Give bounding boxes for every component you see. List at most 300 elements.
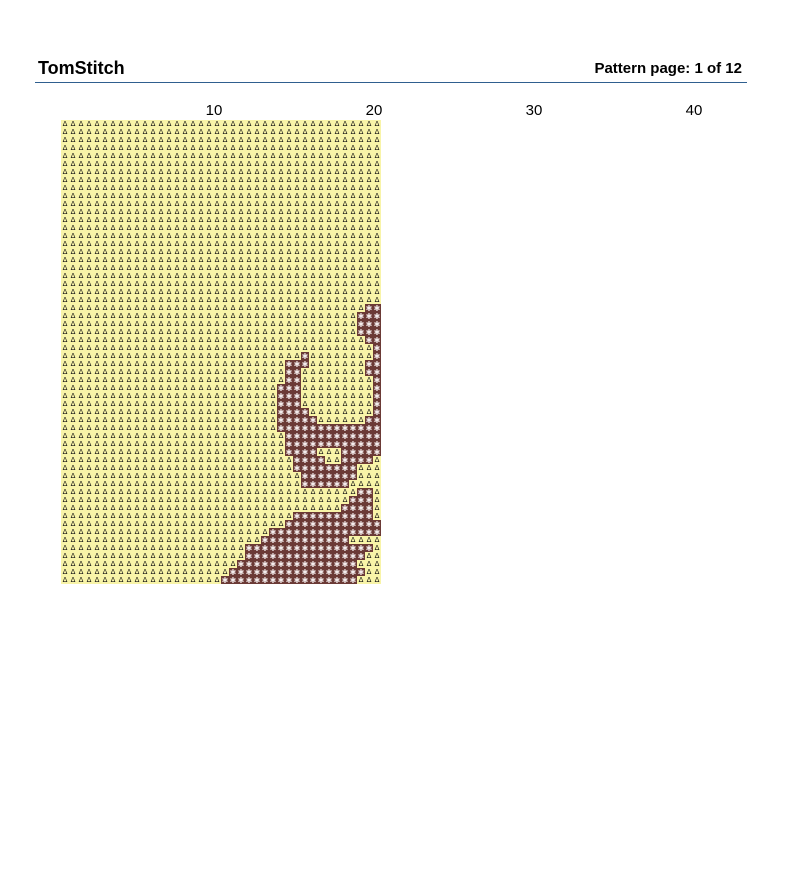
- background-cell: Δ: [78, 424, 84, 432]
- background-cell: Δ: [278, 232, 284, 240]
- background-cell: Δ: [70, 224, 76, 232]
- stitch-cell: ✱: [349, 520, 357, 528]
- background-cell: Δ: [262, 472, 268, 480]
- background-cell: Δ: [326, 272, 332, 280]
- background-cell: Δ: [238, 384, 244, 392]
- background-cell: Δ: [334, 408, 340, 416]
- stitch-cell: ✱: [349, 528, 357, 536]
- background-cell: Δ: [278, 456, 284, 464]
- background-cell: Δ: [222, 408, 228, 416]
- background-cell: Δ: [246, 296, 252, 304]
- background-cell: Δ: [302, 152, 308, 160]
- background-cell: Δ: [134, 560, 140, 568]
- stitch-cell: ✱: [373, 320, 381, 328]
- background-cell: Δ: [78, 152, 84, 160]
- background-cell: Δ: [278, 256, 284, 264]
- stitch-cell: ✱: [293, 392, 301, 400]
- background-cell: Δ: [222, 448, 228, 456]
- background-cell: Δ: [318, 272, 324, 280]
- stitch-cell: ✱: [365, 432, 373, 440]
- stitch-cell: ✱: [269, 560, 277, 568]
- background-cell: Δ: [222, 160, 228, 168]
- background-cell: Δ: [262, 424, 268, 432]
- background-cell: Δ: [62, 432, 68, 440]
- background-cell: Δ: [118, 144, 124, 152]
- stitch-cell: ✱: [365, 416, 373, 424]
- background-cell: Δ: [182, 136, 188, 144]
- background-cell: Δ: [214, 120, 220, 128]
- background-cell: Δ: [198, 496, 204, 504]
- background-cell: Δ: [86, 336, 92, 344]
- background-cell: Δ: [182, 432, 188, 440]
- stitch-cell: ✱: [333, 544, 341, 552]
- background-cell: Δ: [198, 536, 204, 544]
- background-cell: Δ: [206, 456, 212, 464]
- background-cell: Δ: [158, 432, 164, 440]
- background-cell: Δ: [318, 224, 324, 232]
- background-cell: Δ: [62, 200, 68, 208]
- stitch-cell: ✱: [293, 552, 301, 560]
- background-cell: Δ: [134, 216, 140, 224]
- background-cell: Δ: [374, 288, 380, 296]
- background-cell: Δ: [94, 184, 100, 192]
- stitch-cell: ✱: [309, 576, 317, 584]
- background-cell: Δ: [334, 328, 340, 336]
- background-cell: Δ: [286, 184, 292, 192]
- background-cell: Δ: [142, 288, 148, 296]
- background-cell: Δ: [318, 256, 324, 264]
- background-cell: Δ: [118, 448, 124, 456]
- background-cell: Δ: [102, 328, 108, 336]
- background-cell: Δ: [294, 184, 300, 192]
- background-cell: Δ: [94, 200, 100, 208]
- background-cell: Δ: [182, 128, 188, 136]
- background-cell: Δ: [198, 288, 204, 296]
- background-cell: Δ: [254, 520, 260, 528]
- background-cell: Δ: [166, 448, 172, 456]
- background-cell: Δ: [326, 248, 332, 256]
- background-cell: Δ: [326, 488, 332, 496]
- stitch-cell: ✱: [285, 424, 293, 432]
- background-cell: Δ: [358, 536, 364, 544]
- background-cell: Δ: [110, 240, 116, 248]
- background-cell: Δ: [78, 472, 84, 480]
- background-cell: Δ: [94, 208, 100, 216]
- background-cell: Δ: [198, 432, 204, 440]
- background-cell: Δ: [142, 352, 148, 360]
- background-cell: Δ: [182, 344, 188, 352]
- background-cell: Δ: [174, 432, 180, 440]
- background-cell: Δ: [166, 304, 172, 312]
- background-cell: Δ: [254, 136, 260, 144]
- background-cell: Δ: [310, 120, 316, 128]
- background-cell: Δ: [206, 496, 212, 504]
- background-cell: Δ: [102, 312, 108, 320]
- background-cell: Δ: [110, 416, 116, 424]
- background-cell: Δ: [110, 320, 116, 328]
- stitch-cell: ✱: [333, 472, 341, 480]
- background-cell: Δ: [214, 536, 220, 544]
- background-cell: Δ: [70, 576, 76, 584]
- background-cell: Δ: [78, 456, 84, 464]
- background-cell: Δ: [302, 368, 308, 376]
- background-cell: Δ: [358, 392, 364, 400]
- background-cell: Δ: [126, 120, 132, 128]
- background-cell: Δ: [374, 224, 380, 232]
- background-cell: Δ: [254, 152, 260, 160]
- background-cell: Δ: [238, 552, 244, 560]
- background-cell: Δ: [174, 544, 180, 552]
- stitch-cell: ✱: [269, 544, 277, 552]
- background-cell: Δ: [102, 160, 108, 168]
- background-cell: Δ: [150, 496, 156, 504]
- stitch-cell: ✱: [301, 440, 309, 448]
- background-cell: Δ: [334, 272, 340, 280]
- stitch-cell: ✱: [309, 536, 317, 544]
- background-cell: Δ: [238, 200, 244, 208]
- background-cell: Δ: [262, 504, 268, 512]
- background-cell: Δ: [214, 168, 220, 176]
- stitch-cell: ✱: [253, 560, 261, 568]
- stitch-cell: ✱: [373, 360, 381, 368]
- background-cell: Δ: [230, 368, 236, 376]
- stitch-cell: ✱: [365, 504, 373, 512]
- background-cell: Δ: [102, 248, 108, 256]
- background-cell: Δ: [270, 472, 276, 480]
- stitch-cell: ✱: [341, 544, 349, 552]
- background-cell: Δ: [366, 192, 372, 200]
- background-cell: Δ: [318, 160, 324, 168]
- background-cell: Δ: [214, 208, 220, 216]
- background-cell: Δ: [374, 160, 380, 168]
- background-cell: Δ: [126, 304, 132, 312]
- background-cell: Δ: [222, 400, 228, 408]
- background-cell: Δ: [142, 200, 148, 208]
- background-cell: Δ: [374, 472, 380, 480]
- stitch-cell: ✱: [341, 480, 349, 488]
- background-cell: Δ: [174, 168, 180, 176]
- background-cell: Δ: [254, 376, 260, 384]
- background-cell: Δ: [334, 304, 340, 312]
- background-cell: Δ: [158, 424, 164, 432]
- background-cell: Δ: [222, 312, 228, 320]
- background-cell: Δ: [246, 536, 252, 544]
- background-cell: Δ: [358, 376, 364, 384]
- background-cell: Δ: [286, 480, 292, 488]
- background-cell: Δ: [86, 176, 92, 184]
- background-cell: Δ: [86, 544, 92, 552]
- background-cell: Δ: [358, 304, 364, 312]
- background-cell: Δ: [94, 576, 100, 584]
- background-cell: Δ: [150, 224, 156, 232]
- background-cell: Δ: [350, 256, 356, 264]
- background-cell: Δ: [270, 304, 276, 312]
- background-cell: Δ: [86, 288, 92, 296]
- background-cell: Δ: [110, 120, 116, 128]
- stitch-cell: ✱: [317, 424, 325, 432]
- background-cell: Δ: [278, 520, 284, 528]
- background-cell: Δ: [62, 552, 68, 560]
- background-cell: Δ: [86, 536, 92, 544]
- background-cell: Δ: [334, 456, 340, 464]
- background-cell: Δ: [222, 344, 228, 352]
- background-cell: Δ: [158, 192, 164, 200]
- background-cell: Δ: [110, 256, 116, 264]
- background-cell: Δ: [110, 400, 116, 408]
- background-cell: Δ: [70, 144, 76, 152]
- background-cell: Δ: [350, 344, 356, 352]
- background-cell: Δ: [206, 376, 212, 384]
- stitch-cell: ✱: [301, 512, 309, 520]
- background-cell: Δ: [286, 328, 292, 336]
- background-cell: Δ: [86, 216, 92, 224]
- background-cell: Δ: [262, 392, 268, 400]
- stitch-cell: ✱: [365, 368, 373, 376]
- background-cell: Δ: [350, 208, 356, 216]
- background-cell: Δ: [174, 296, 180, 304]
- background-cell: Δ: [190, 464, 196, 472]
- stitch-cell: ✱: [309, 472, 317, 480]
- background-cell: Δ: [150, 568, 156, 576]
- background-cell: Δ: [182, 240, 188, 248]
- background-cell: Δ: [190, 280, 196, 288]
- background-cell: Δ: [358, 416, 364, 424]
- background-cell: Δ: [126, 552, 132, 560]
- background-cell: Δ: [78, 392, 84, 400]
- background-cell: Δ: [374, 296, 380, 304]
- background-cell: Δ: [86, 464, 92, 472]
- background-cell: Δ: [70, 256, 76, 264]
- background-cell: Δ: [214, 248, 220, 256]
- background-cell: Δ: [158, 544, 164, 552]
- background-cell: Δ: [270, 272, 276, 280]
- background-cell: Δ: [110, 216, 116, 224]
- background-cell: Δ: [198, 224, 204, 232]
- background-cell: Δ: [358, 184, 364, 192]
- background-cell: Δ: [70, 560, 76, 568]
- background-cell: Δ: [222, 432, 228, 440]
- stitch-cell: ✱: [333, 440, 341, 448]
- background-cell: Δ: [142, 128, 148, 136]
- background-cell: Δ: [222, 560, 228, 568]
- background-cell: Δ: [318, 320, 324, 328]
- stitch-cell: ✱: [333, 424, 341, 432]
- background-cell: Δ: [278, 304, 284, 312]
- background-cell: Δ: [78, 408, 84, 416]
- background-cell: Δ: [214, 336, 220, 344]
- background-cell: Δ: [166, 360, 172, 368]
- background-cell: Δ: [222, 320, 228, 328]
- background-cell: Δ: [254, 296, 260, 304]
- background-cell: Δ: [70, 216, 76, 224]
- background-cell: Δ: [110, 376, 116, 384]
- background-cell: Δ: [294, 128, 300, 136]
- background-cell: Δ: [126, 176, 132, 184]
- background-cell: Δ: [270, 496, 276, 504]
- background-cell: Δ: [342, 152, 348, 160]
- background-cell: Δ: [190, 184, 196, 192]
- background-cell: Δ: [350, 144, 356, 152]
- background-cell: Δ: [86, 152, 92, 160]
- background-cell: Δ: [374, 192, 380, 200]
- background-cell: Δ: [206, 120, 212, 128]
- background-cell: Δ: [270, 520, 276, 528]
- background-cell: Δ: [94, 352, 100, 360]
- background-cell: Δ: [342, 344, 348, 352]
- background-cell: Δ: [326, 312, 332, 320]
- background-cell: Δ: [206, 528, 212, 536]
- background-cell: Δ: [254, 264, 260, 272]
- background-cell: Δ: [190, 432, 196, 440]
- background-cell: Δ: [222, 264, 228, 272]
- background-cell: Δ: [318, 416, 324, 424]
- background-cell: Δ: [70, 264, 76, 272]
- background-cell: Δ: [302, 336, 308, 344]
- background-cell: Δ: [158, 440, 164, 448]
- background-cell: Δ: [166, 216, 172, 224]
- stitch-cell: ✱: [373, 408, 381, 416]
- background-cell: Δ: [278, 248, 284, 256]
- background-cell: Δ: [206, 184, 212, 192]
- background-cell: Δ: [110, 408, 116, 416]
- background-cell: Δ: [206, 448, 212, 456]
- stitch-cell: ✱: [301, 568, 309, 576]
- background-cell: Δ: [198, 464, 204, 472]
- background-cell: Δ: [182, 352, 188, 360]
- background-cell: Δ: [358, 368, 364, 376]
- background-cell: Δ: [142, 312, 148, 320]
- background-cell: Δ: [110, 312, 116, 320]
- background-cell: Δ: [62, 280, 68, 288]
- background-cell: Δ: [134, 224, 140, 232]
- background-cell: Δ: [326, 304, 332, 312]
- background-cell: Δ: [374, 256, 380, 264]
- background-cell: Δ: [286, 280, 292, 288]
- background-cell: Δ: [206, 336, 212, 344]
- background-cell: Δ: [334, 312, 340, 320]
- background-cell: Δ: [278, 488, 284, 496]
- background-cell: Δ: [94, 480, 100, 488]
- background-cell: Δ: [214, 192, 220, 200]
- background-cell: Δ: [206, 192, 212, 200]
- stitch-cell: ✱: [317, 568, 325, 576]
- background-cell: Δ: [166, 352, 172, 360]
- stitch-cell: ✱: [373, 520, 381, 528]
- background-cell: Δ: [358, 576, 364, 584]
- background-cell: Δ: [222, 336, 228, 344]
- background-cell: Δ: [326, 288, 332, 296]
- background-cell: Δ: [334, 232, 340, 240]
- background-cell: Δ: [190, 480, 196, 488]
- background-cell: Δ: [94, 304, 100, 312]
- stitch-cell: ✱: [277, 560, 285, 568]
- background-cell: Δ: [286, 352, 292, 360]
- background-cell: Δ: [310, 392, 316, 400]
- background-cell: Δ: [174, 360, 180, 368]
- stitch-cell: ✱: [365, 520, 373, 528]
- background-cell: Δ: [302, 400, 308, 408]
- background-cell: Δ: [326, 120, 332, 128]
- background-cell: Δ: [86, 552, 92, 560]
- background-cell: Δ: [182, 160, 188, 168]
- background-cell: Δ: [174, 408, 180, 416]
- stitch-cell: ✱: [373, 528, 381, 536]
- background-cell: Δ: [102, 192, 108, 200]
- stitch-cell: ✱: [261, 560, 269, 568]
- background-cell: Δ: [294, 288, 300, 296]
- background-cell: Δ: [126, 448, 132, 456]
- background-cell: Δ: [118, 280, 124, 288]
- background-cell: Δ: [158, 472, 164, 480]
- background-cell: Δ: [294, 344, 300, 352]
- background-cell: Δ: [78, 168, 84, 176]
- stitch-cell: ✱: [301, 576, 309, 584]
- background-cell: Δ: [238, 520, 244, 528]
- background-cell: Δ: [174, 400, 180, 408]
- background-cell: Δ: [94, 248, 100, 256]
- background-cell: Δ: [62, 216, 68, 224]
- background-cell: Δ: [342, 176, 348, 184]
- background-cell: Δ: [366, 560, 372, 568]
- background-cell: Δ: [94, 504, 100, 512]
- background-cell: Δ: [318, 216, 324, 224]
- background-cell: Δ: [70, 192, 76, 200]
- background-cell: Δ: [70, 168, 76, 176]
- background-cell: Δ: [166, 560, 172, 568]
- background-cell: Δ: [70, 552, 76, 560]
- background-cell: Δ: [126, 224, 132, 232]
- background-cell: Δ: [174, 440, 180, 448]
- background-cell: Δ: [190, 536, 196, 544]
- background-cell: Δ: [182, 440, 188, 448]
- background-cell: Δ: [182, 384, 188, 392]
- background-cell: Δ: [150, 384, 156, 392]
- background-cell: Δ: [262, 232, 268, 240]
- background-cell: Δ: [238, 320, 244, 328]
- background-cell: Δ: [294, 240, 300, 248]
- background-cell: Δ: [238, 360, 244, 368]
- background-cell: Δ: [166, 280, 172, 288]
- background-cell: Δ: [262, 120, 268, 128]
- background-cell: Δ: [270, 392, 276, 400]
- background-cell: Δ: [134, 192, 140, 200]
- background-cell: Δ: [294, 224, 300, 232]
- background-cell: Δ: [110, 280, 116, 288]
- background-cell: Δ: [302, 328, 308, 336]
- background-cell: Δ: [142, 168, 148, 176]
- background-cell: Δ: [62, 120, 68, 128]
- background-cell: Δ: [214, 368, 220, 376]
- background-cell: Δ: [214, 328, 220, 336]
- background-cell: Δ: [86, 520, 92, 528]
- background-cell: Δ: [358, 216, 364, 224]
- stitch-cell: ✱: [341, 456, 349, 464]
- background-cell: Δ: [206, 488, 212, 496]
- background-cell: Δ: [62, 264, 68, 272]
- background-cell: Δ: [318, 344, 324, 352]
- background-cell: Δ: [190, 552, 196, 560]
- background-cell: Δ: [142, 496, 148, 504]
- background-cell: Δ: [230, 312, 236, 320]
- background-cell: Δ: [310, 256, 316, 264]
- background-cell: Δ: [166, 184, 172, 192]
- background-cell: Δ: [262, 520, 268, 528]
- background-cell: Δ: [246, 184, 252, 192]
- background-cell: Δ: [102, 360, 108, 368]
- background-cell: Δ: [222, 272, 228, 280]
- background-cell: Δ: [78, 520, 84, 528]
- background-cell: Δ: [206, 200, 212, 208]
